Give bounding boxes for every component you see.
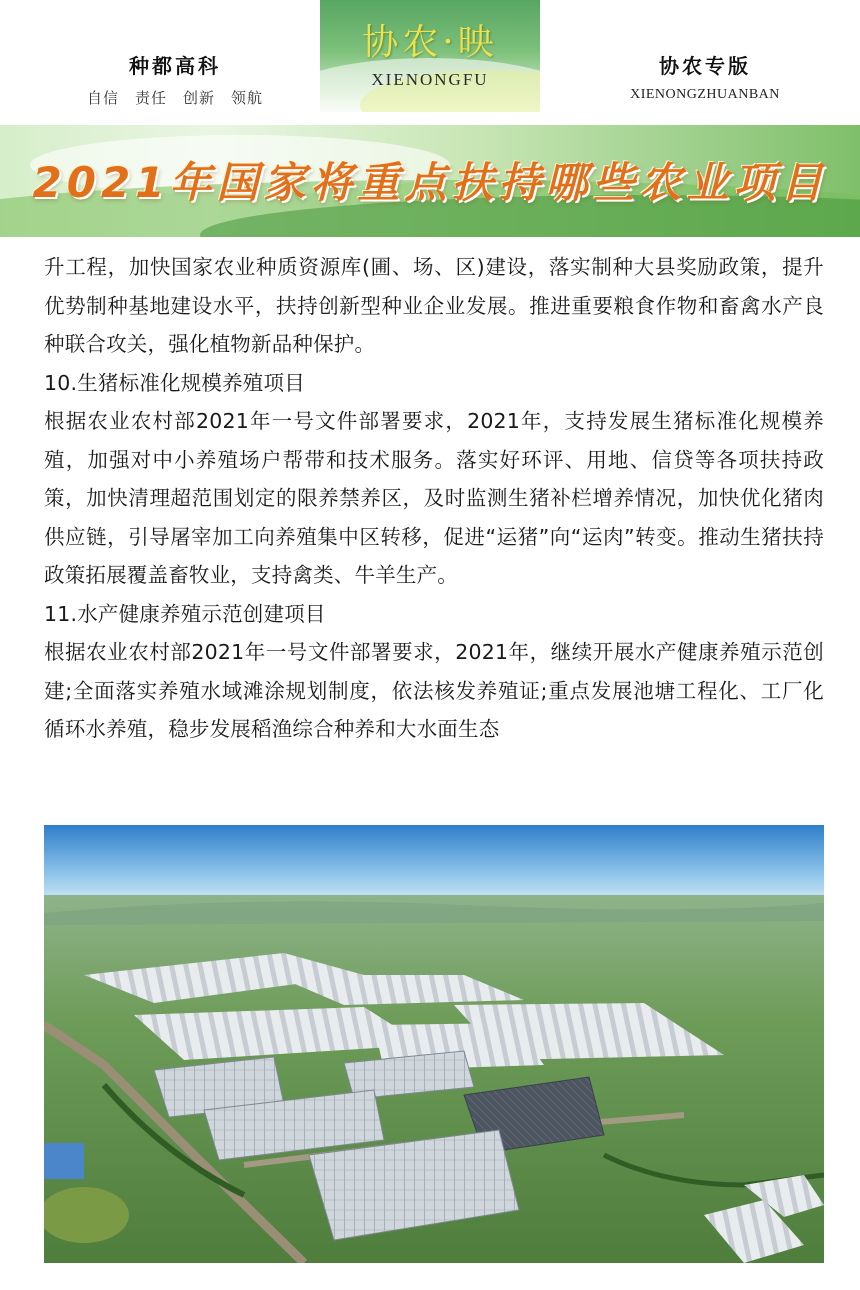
aerial-farm-illustration [44,825,824,1263]
brand-right-title: 协农专版 [659,54,751,78]
blue-roof-building [44,1143,84,1179]
title-banner [0,125,860,237]
brand-right [590,50,820,103]
banner-title: 2021年国家将重点扶持哪些农业项目 [32,158,828,207]
logo-title: 协农·映 [362,22,498,63]
article-paragraph: 根据农业农村部2021年一号文件部署要求，2021年，继续开展水产健康养殖示范创建;全面落实养殖水域滩涂规划制度，依法核发养殖证;重点发展池塘工程化、工厂化循环水养殖，稳步发展稻渔综合种养和大水面生态 [44,640,824,741]
section-heading-11: 11.水产健康养殖示范创建项目 [44,601,326,626]
article-body [44,248,824,749]
section-heading-10: 10.生猪标准化规模养殖项目 [44,370,305,395]
brand-left-title: 种都高科 [129,54,221,78]
brand-right-subtitle: XIENONGZHUANBAN [630,87,780,102]
logo [320,0,540,112]
header [0,0,860,125]
sky [44,825,824,905]
article-paragraph: 根据农业农村部2021年一号文件部署要求，2021年，支持发展生猪标准化规模养殖，加强对中小养殖场户帮带和技术服务。落实好环评、用地、信贷等各项扶持政策，加快清理超范围划定的限养禁养区，及时监测生猪补栏增养情况，加快优化猪肉供应链，引导屠宰加工向养殖集中区转移，促进“运猪”向“运肉”转变。推动生猪扶持政策拓展覆盖畜牧业，支持禽类、牛羊生产。 [44,409,824,587]
brand-left-slogan: 自信 责任 创新 领航 [86,89,263,107]
brand-left [60,50,290,108]
logo-subtitle: XIENONGFU [371,70,489,89]
article-paragraph: 升工程，加快国家农业种质资源库(圃、场、区)建设，落实制种大县奖励政策，提升优势制种基地建设水平，扶持创新型种业企业发展。推进重要粮食作物和畜禽水产良种联合攻关，强化植物新品种保护。 [44,255,824,356]
aerial-farm-photo [44,825,824,1263]
